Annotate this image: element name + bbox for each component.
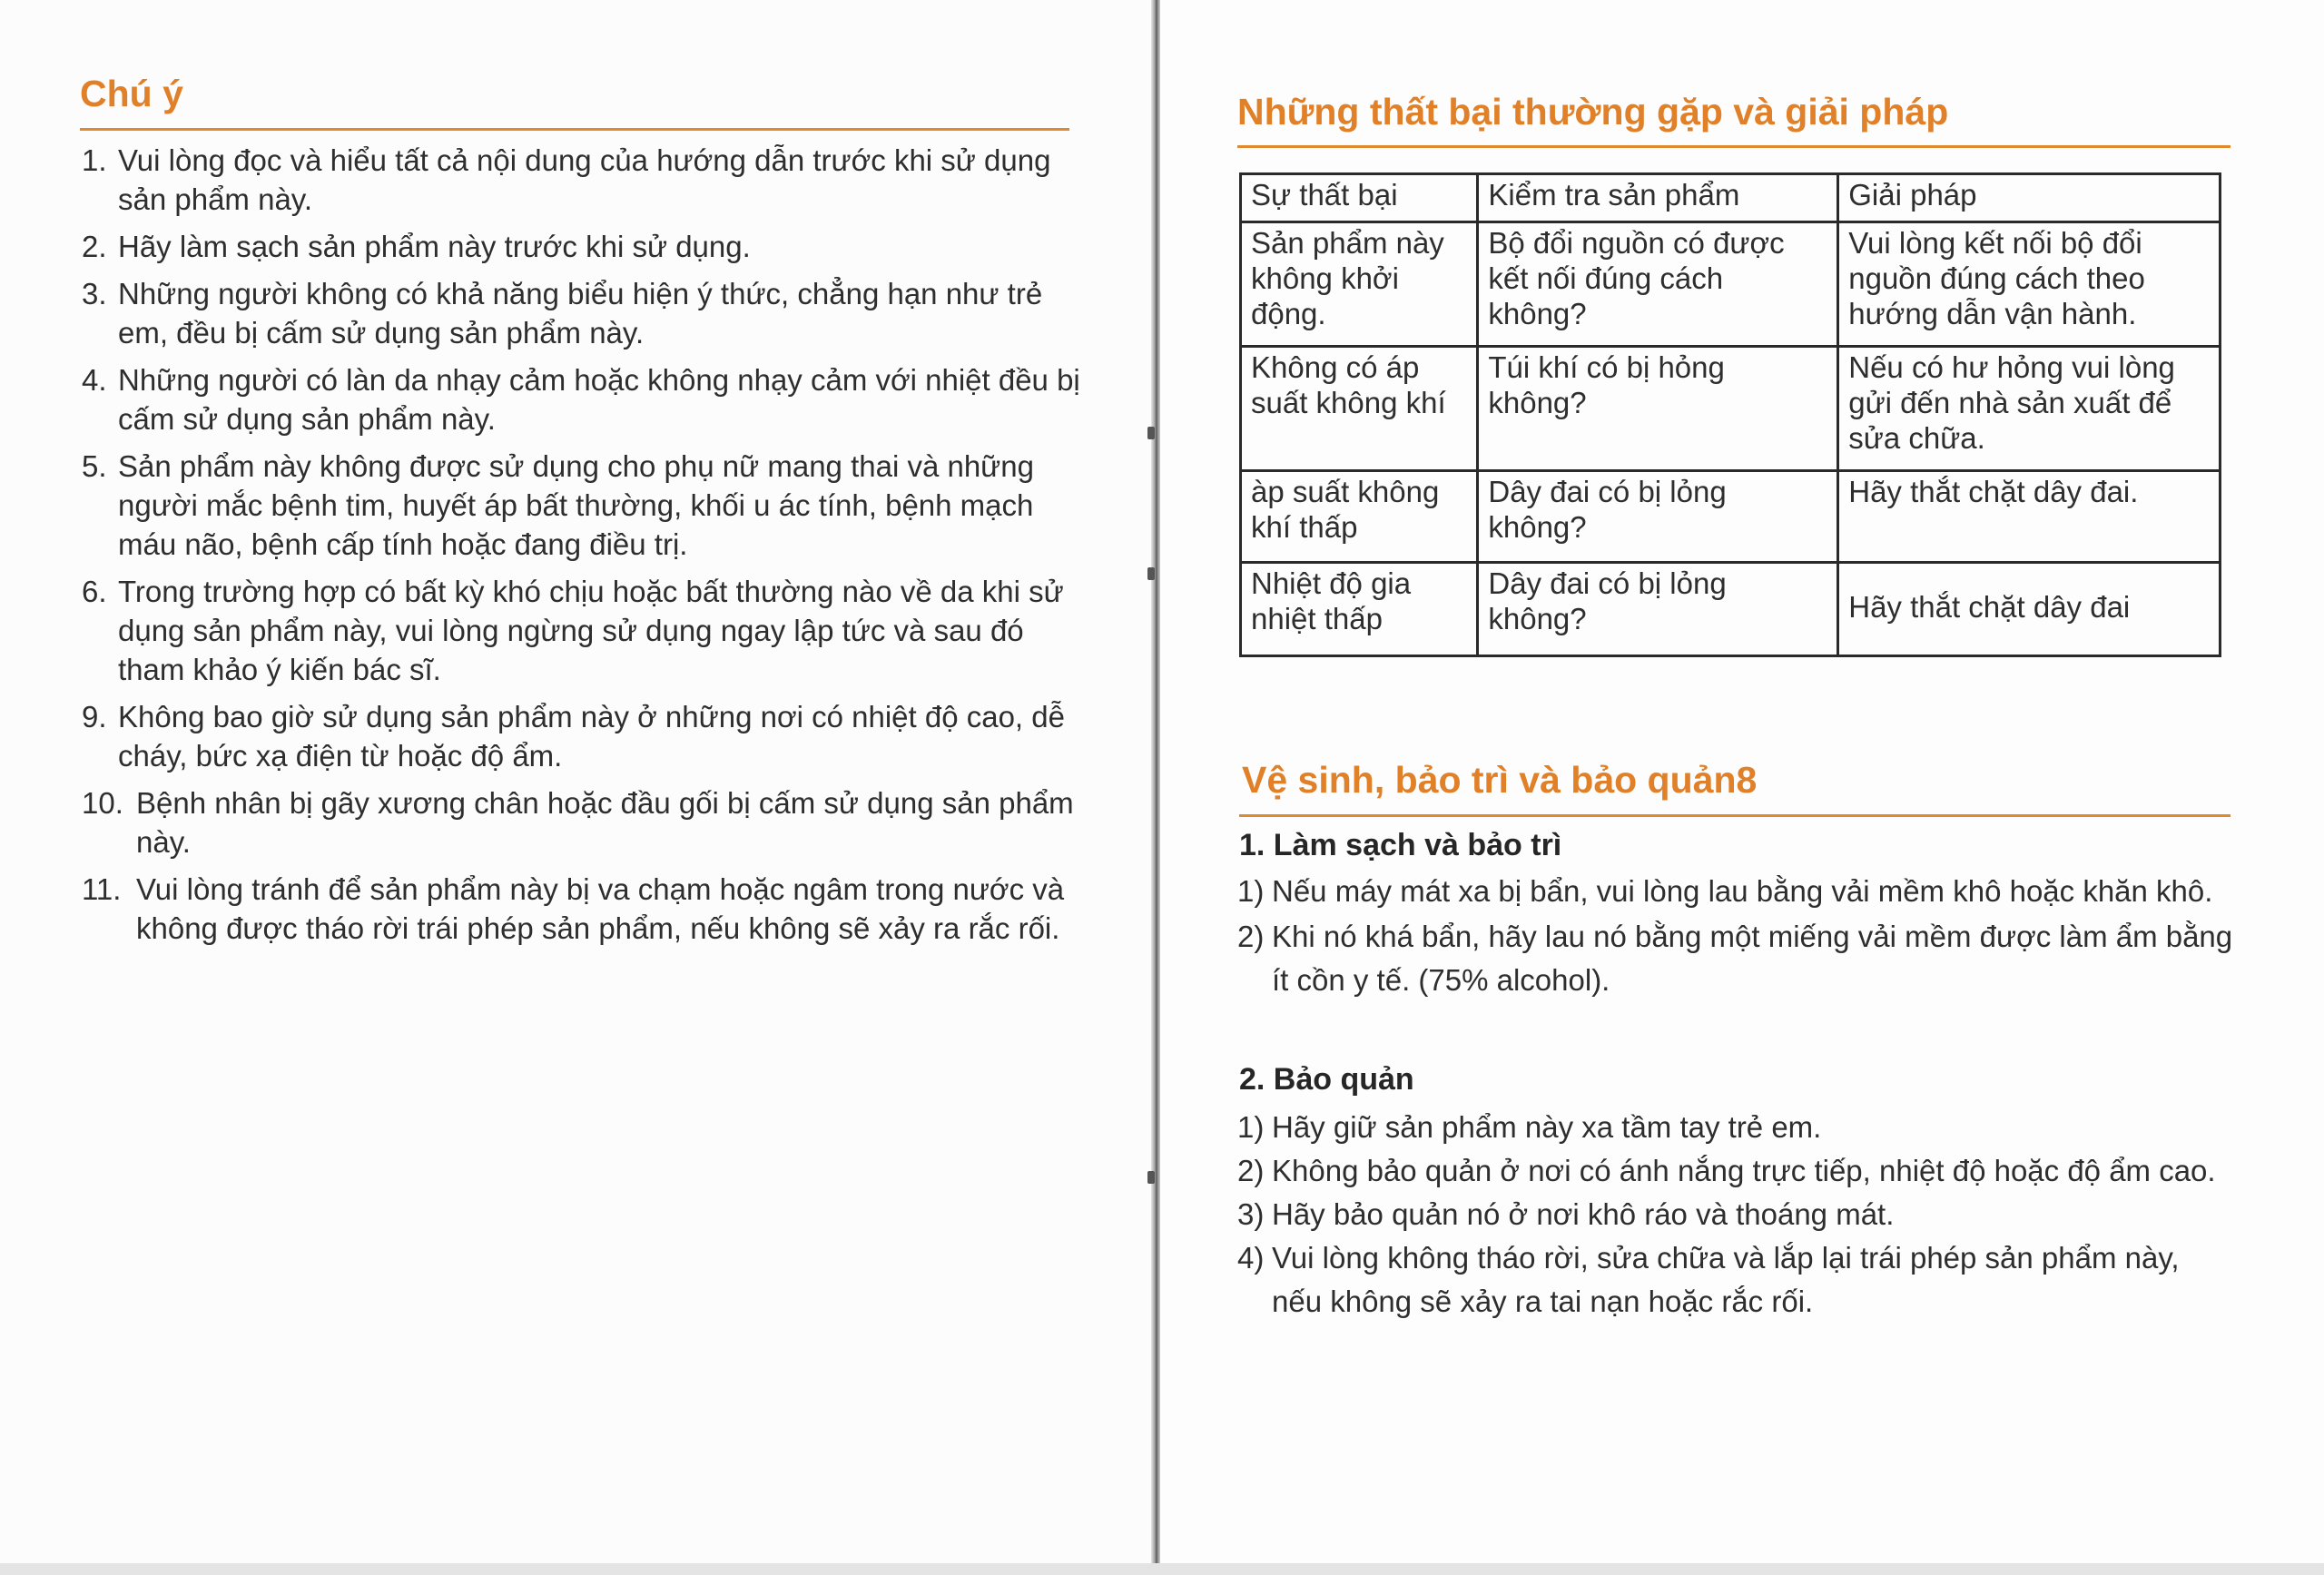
table-row (1241, 471, 2221, 563)
caution-item (82, 141, 1085, 219)
caution-item-number: 2. (82, 230, 107, 263)
caution-list (82, 141, 1085, 948)
caution-item-number: 4. (82, 363, 107, 397)
table-cell: Nếu có hư hỏng vui lòng gửi đến nhà sản xuất để sửa chữa. (1838, 347, 2221, 471)
list-item (1237, 1193, 2236, 1236)
list-item-text: Khi nó khá bẩn, hãy lau nó bằng một miếng vải mềm được làm ẩm bằng ít cồn y tế. (75% alcohol). (1272, 920, 2233, 997)
table-row (1241, 347, 2221, 471)
table-header-check: Kiểm tra sản phẩm (1478, 174, 1838, 222)
list-item-text: Hãy bảo quản nó ở nơi khô ráo và thoáng mát. (1272, 1197, 1895, 1231)
troubleshooting-heading-rule (1237, 145, 2230, 148)
list-item-number: 2) (1237, 1154, 1265, 1187)
caution-item-text: Hãy làm sạch sản phẩm này trước khi sử dụng. (118, 230, 751, 263)
list-item-text: Vui lòng không tháo rời, sửa chữa và lắp lại trái phép sản phẩm này, nếu không sẽ xảy ra tai nạn hoặc rắc rối. (1272, 1241, 2180, 1318)
caution-item (82, 697, 1085, 775)
list-item-text: Nếu máy mát xa bị bẩn, vui lòng lau bằng vải mềm khô hoặc khăn khô. (1272, 874, 2213, 908)
caution-item-number: 5. (82, 449, 107, 483)
storage-list (1237, 1106, 2236, 1324)
table-cell: Bộ đổi nguồn có được kết nối đúng cách không? (1478, 222, 1838, 347)
list-item (1237, 1236, 2236, 1324)
list-item-number: 2) (1237, 920, 1265, 953)
binding-staple-top (1147, 427, 1155, 439)
caution-item (82, 783, 1085, 861)
table-row (1241, 222, 2221, 347)
list-item-number: 4) (1237, 1241, 1265, 1275)
table-cell: Không có áp suất không khí (1241, 347, 1478, 471)
caution-item (82, 572, 1085, 689)
table-cell: Hãy thắt chặt dây đai (1838, 563, 2221, 656)
table-header-failure: Sự thất bại (1241, 174, 1478, 222)
list-item-text: Không bảo quản ở nơi có ánh nắng trực tiếp, nhiệt độ hoặc độ ẩm cao. (1272, 1154, 2216, 1187)
list-item (1237, 1106, 2236, 1149)
table-cell: Hãy thắt chặt dây đai. (1838, 471, 2221, 563)
caution-item-text: Vui lòng tránh để sản phẩm này bị va chạm hoặc ngâm trong nước và không được tháo rời trái phép sản phẩm, nếu không sẽ xảy ra rắc rối. (136, 872, 1065, 945)
troubleshooting-table (1239, 172, 2221, 657)
troubleshooting-heading: Những thất bại thường gặp và giải pháp (1237, 91, 1949, 133)
table-cell: Túi khí có bị hỏng không? (1478, 347, 1838, 471)
caution-item-number: 1. (82, 143, 107, 177)
caution-item (82, 227, 1085, 266)
caution-heading: Chú ý (80, 73, 183, 114)
page-bottom-edge (0, 1563, 2324, 1575)
maintenance-heading: Vệ sinh, bảo trì và bảo quản8 (1242, 759, 1758, 801)
caution-item-text: Không bao giờ sử dụng sản phẩm này ở những nơi có nhiệt độ cao, dễ cháy, bức xạ điện từ hoặc độ ẩm. (118, 700, 1065, 773)
list-item (1237, 915, 2236, 1002)
list-item-number: 1) (1237, 1110, 1265, 1144)
caution-heading-rule (80, 128, 1069, 131)
list-item-text: Hãy giữ sản phẩm này xa tầm tay trẻ em. (1272, 1110, 1822, 1144)
caution-item (82, 870, 1085, 948)
caution-item-number: 9. (82, 700, 107, 733)
binding-staple-middle (1147, 567, 1155, 580)
caution-item (82, 447, 1085, 564)
table-cell: Vui lòng kết nối bộ đổi nguồn đúng cách theo hướng dẫn vận hành. (1838, 222, 2221, 347)
caution-item (82, 274, 1085, 352)
list-item (1237, 870, 2236, 913)
table-cell: Dây đai có bị lỏng không? (1478, 471, 1838, 563)
caution-item-text: Vui lòng đọc và hiểu tất cả nội dung của hướng dẫn trước khi sử dụng sản phẩm này. (118, 143, 1051, 216)
table-cell: Dây đai có bị lỏng không? (1478, 563, 1838, 656)
list-item (1237, 1149, 2236, 1193)
list-item-number: 1) (1237, 874, 1265, 908)
cleaning-list (1237, 870, 2236, 1002)
caution-item-text: Trong trường hợp có bất kỳ khó chịu hoặc bất thường nào về da khi sử dụng sản phẩm này, vui lòng ngừng sử dụng ngay lập tức và sau đó tham khảo ý kiến bác sĩ. (118, 575, 1064, 686)
caution-item (82, 360, 1085, 438)
caution-item-number: 11. (82, 872, 122, 906)
caution-item-text: Bệnh nhân bị gãy xương chân hoặc đầu gối bị cấm sử dụng sản phẩm này. (136, 786, 1074, 859)
table-cell: àp suất không khí thấp (1241, 471, 1478, 563)
table-row (1241, 563, 2221, 656)
table-header-solution: Giải pháp (1838, 174, 2221, 222)
storage-title: 2. Bảo quản (1239, 1062, 1414, 1097)
book-spine (1151, 0, 1160, 1575)
caution-item-text: Những người không có khả năng biểu hiện ý thức, chẳng hạn như trẻ em, đều bị cấm sử dụng sản phẩm này. (118, 277, 1043, 349)
table-cell: Nhiệt độ gia nhiệt thấp (1241, 563, 1478, 656)
table-header-row (1241, 174, 2221, 222)
caution-item-number: 6. (82, 575, 107, 608)
caution-item-text: Sản phẩm này không được sử dụng cho phụ nữ mang thai và những người mắc bệnh tim, huyết áp bất thường, khối u ác tính, bệnh mạch máu não, bệnh cấp tính hoặc đang điều trị. (118, 449, 1034, 561)
table-cell: Sản phẩm này không khởi động. (1241, 222, 1478, 347)
maintenance-heading-rule (1239, 814, 2230, 817)
cleaning-title: 1. Làm sạch và bảo trì (1239, 828, 1562, 862)
caution-item-number: 3. (82, 277, 107, 310)
caution-item-number: 10. (82, 786, 123, 820)
list-item-number: 3) (1237, 1197, 1265, 1231)
binding-staple-bottom (1147, 1171, 1155, 1184)
caution-item-text: Những người có làn da nhạy cảm hoặc không nhạy cảm với nhiệt đều bị cấm sử dụng sản phẩm này. (118, 363, 1080, 436)
